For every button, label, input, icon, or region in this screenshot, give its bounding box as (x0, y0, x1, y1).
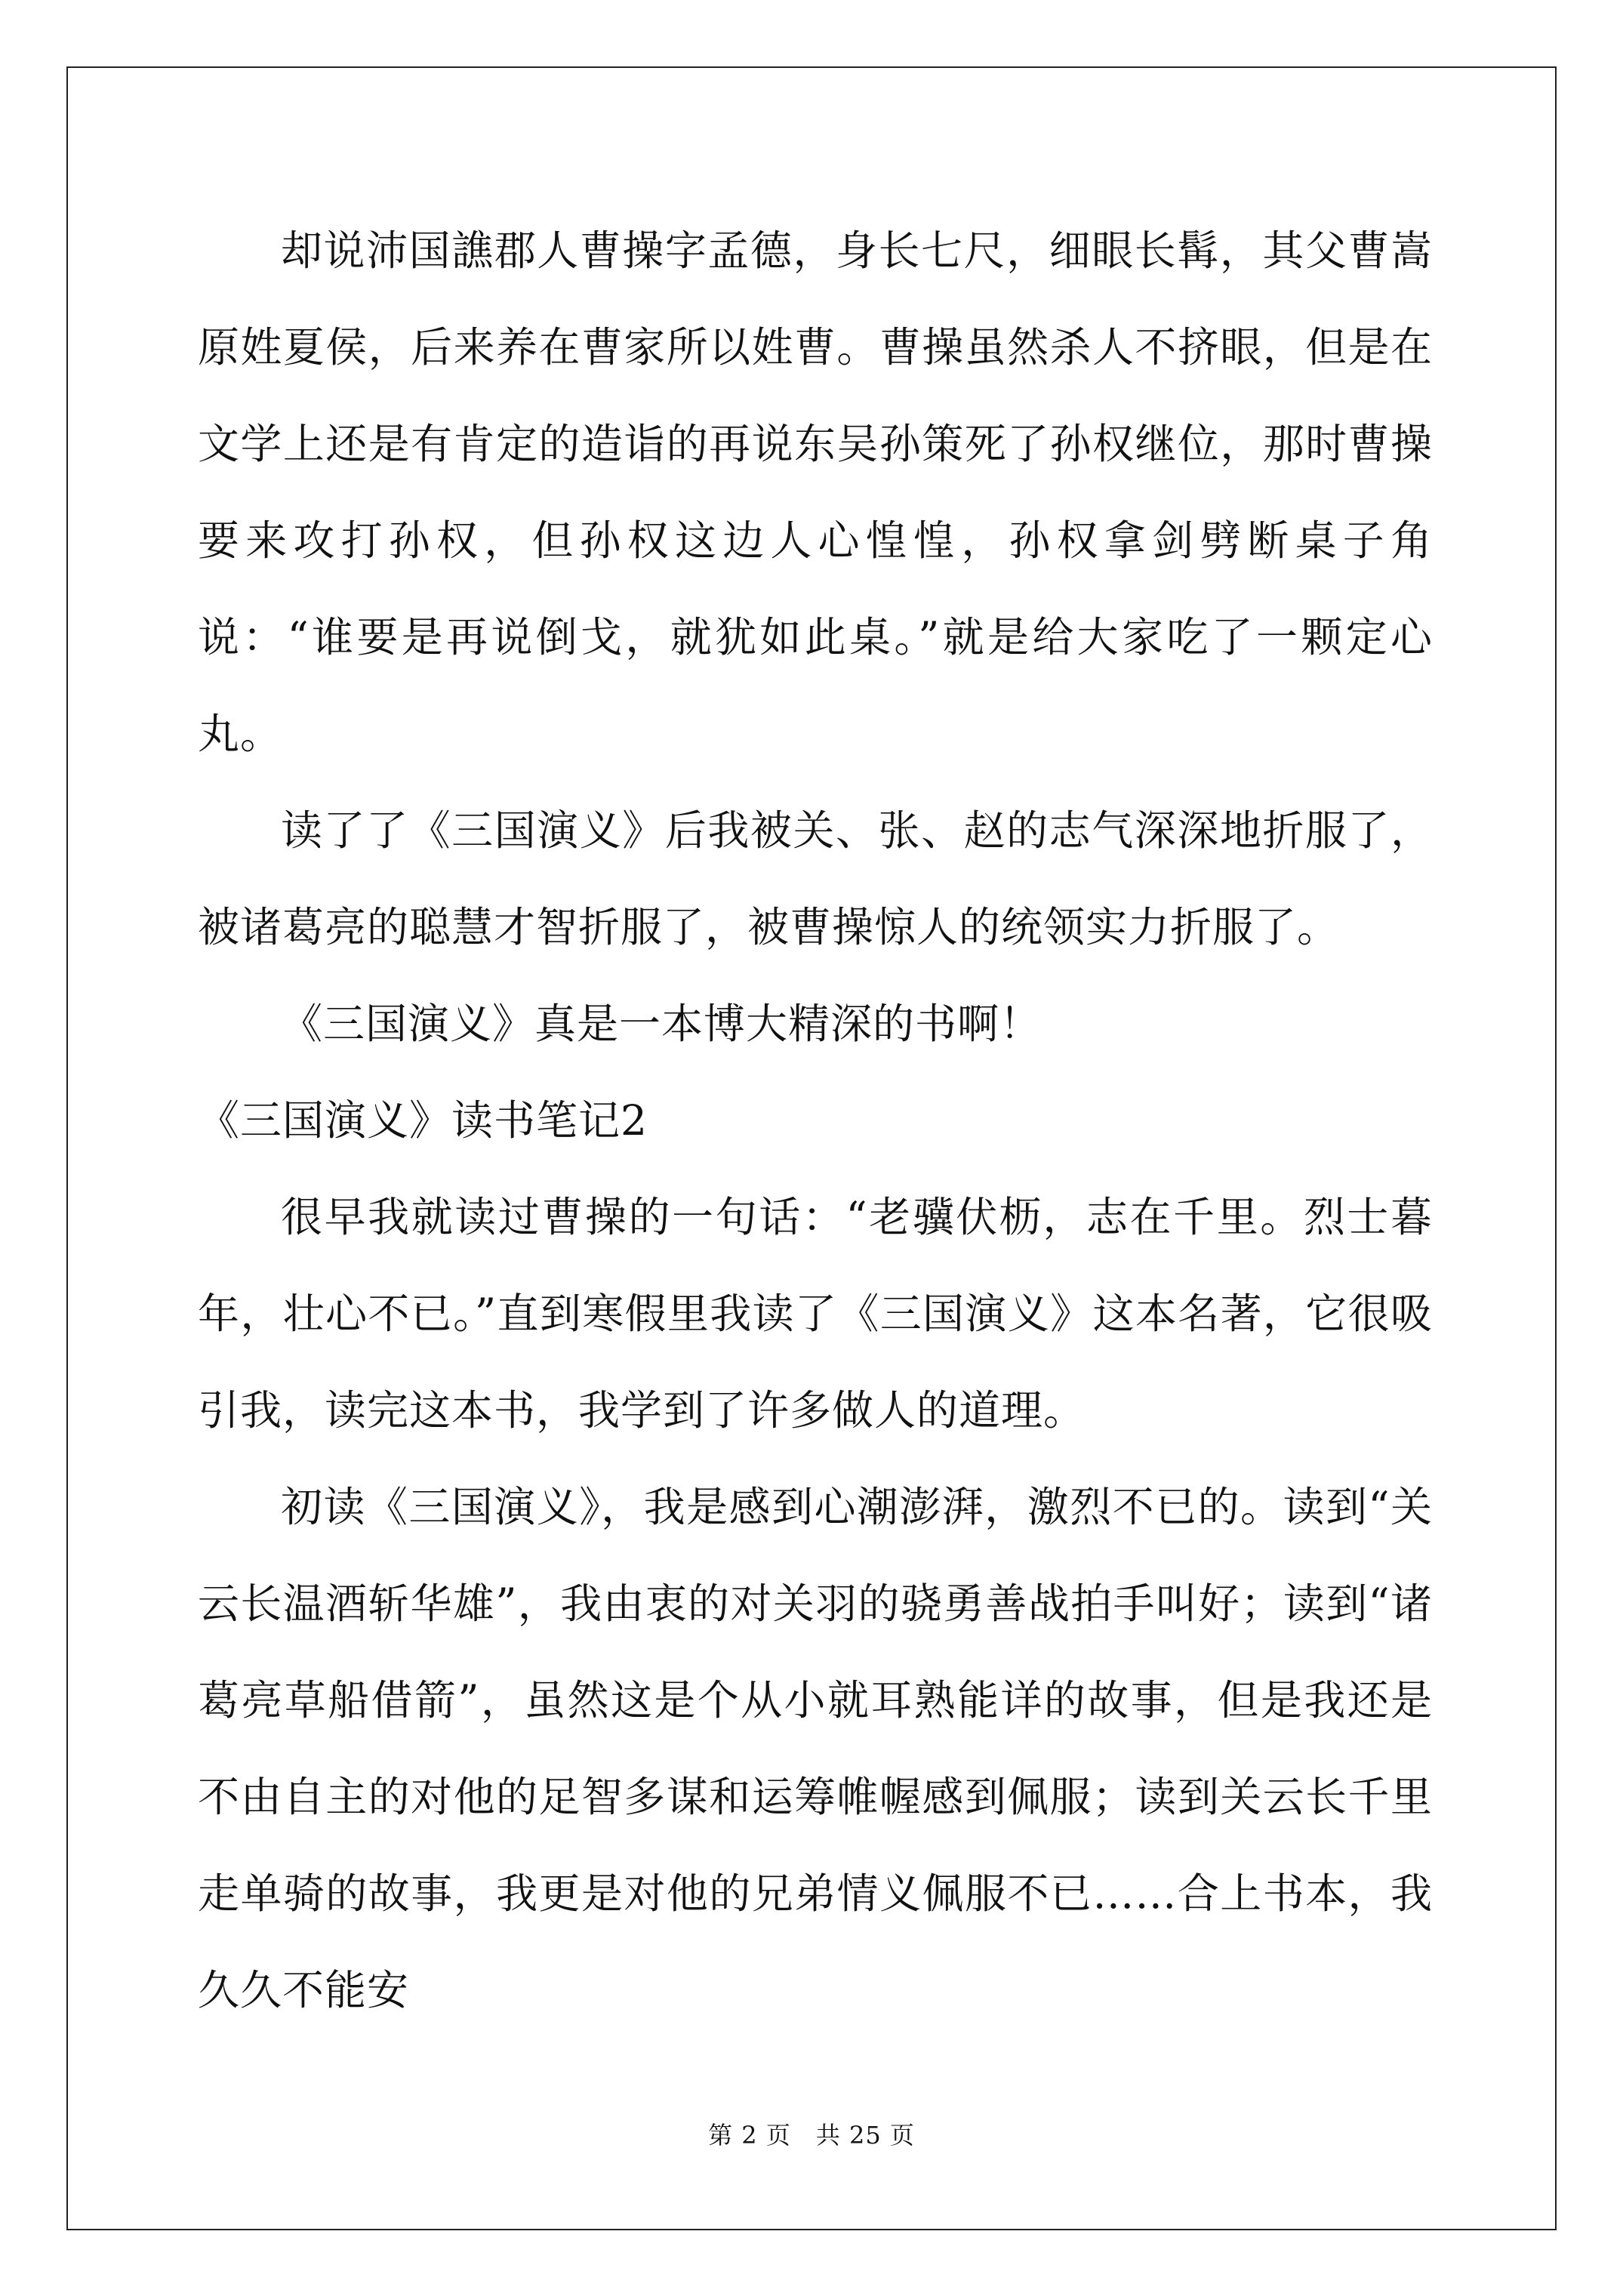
paragraph-cao-cao-quote: 很早我就读过曹操的一句话：“老骥伏枥，志在千里。烈士暮年，壮心不已。”直到寒假里我读了《三国演义》这本名著，它很吸引我，读完这本书，我学到了许多做人的道理。 (198, 1193, 1433, 1435)
document-body (198, 202, 1433, 2039)
page-number-footer: 第 2 页 共 25 页 (708, 2121, 915, 2150)
paragraph-admiration: 读了了《三国演义》后我被关、张、赵的志气深深地折服了，被诸葛亮的聪慧才智折服了，被曹操惊人的统领实力折服了。 (198, 806, 1433, 951)
paragraph-conclusion: 《三国演义》真是一本博大精深的书啊！ (281, 1000, 1042, 1048)
paragraph-cao-cao-intro: 却说沛国譙郡人曹操字孟德，身长七尺，细眼长髯，其父曹嵩原姓夏侯，后来养在曹家所以姓曹。曹操虽然杀人不挤眼，但是在文学上还是有肯定的造诣的再说东吴孙策死了孙权继位，那时曹操要来攻打孙权，但孙权这边人心惶惶，孙权拿剑劈断桌子角说：“谁要是再说倒戈，就犹如此桌。”就是给大家吃了一颗定心丸。 (198, 227, 1433, 758)
paragraph-first-reading: 初读《三国演义》，我是感到心潮澎湃，激烈不已的。读到“关云长温酒斩华雄”，我由衷的对关羽的骁勇善战拍手叫好；读到“诸葛亮草船借箭”，虽然这是个从小就耳熟能详的故事，但是我还是不由自主的对他的足智多谋和运筹帷幄感到佩服；读到关云长千里走单骑的故事，我更是对他的兄弟情义佩服不已……合上书本，我久久不能安 (198, 1483, 1433, 2014)
section-heading: 《三国演义》读书笔记2 (198, 1096, 648, 1145)
